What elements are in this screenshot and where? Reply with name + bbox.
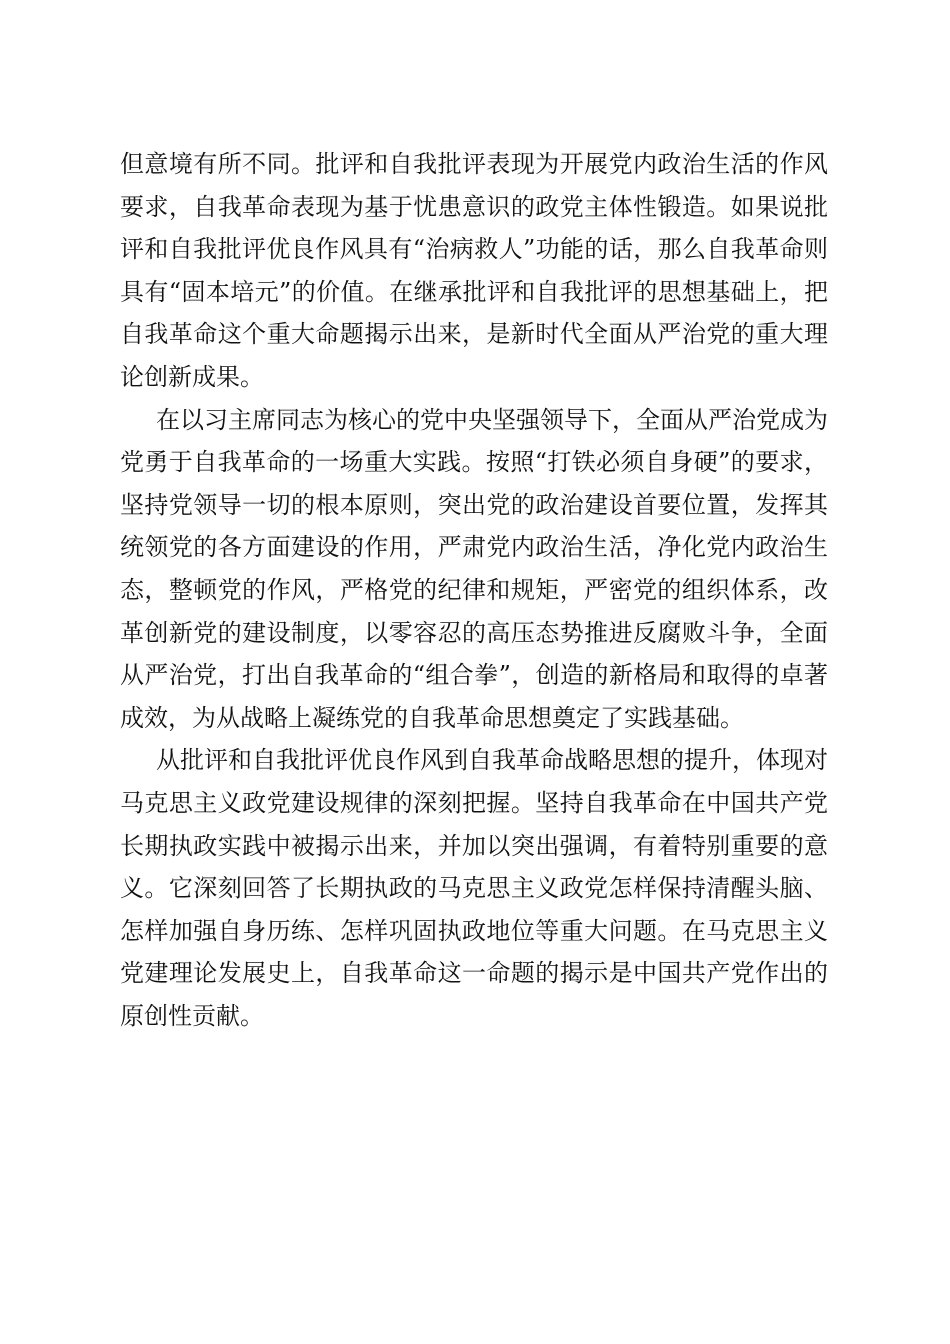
document-body: [120, 143, 828, 1037]
paragraph-3: 从批评和自我批评优良作风到自我革命战略思想的提升，体现对马克思主义政党建设规律的深刻把握。坚持自我革命在中国共产党长期执政实践中被揭示出来，并加以突出强调，有着特别重要的意义。它深刻回答了长期执政的马克思主义政党怎样保持清醒头脑、怎样加强自身历练、怎样巩固执政地位等重大问题。在马克思主义党建理论发展史上，自我革命这一命题的揭示是中国共产党作出的原创性贡献。: [120, 746, 828, 1030]
paragraph-2: 在以习主席同志为核心的党中央坚强领导下，全面从严治党成为党勇于自我革命的一场重大实践。按照“打铁必须自身硬”的要求，坚持党领导一切的根本原则，突出党的政治建设首要位置，发挥其统领党的各方面建设的作用，严肃党内政治生活，净化党内政治生态，整顿党的作风，严格党的纪律和规矩，严密党的组织体系，改革创新党的建设制度，以零容忍的高压态势推进反腐败斗争，全面从严治党，打出自我革命的“组合拳”，创造的新格局和取得的卓著成效，为从战略上凝练党的自我革命思想奠定了实践基础。: [120, 405, 828, 732]
paragraph-1: 但意境有所不同。批评和自我批评表现为开展党内政治生活的作风要求，自我革命表现为基于忧患意识的政党主体性锻造。如果说批评和自我批评优良作风具有“治病救人”功能的话，那么自我革命则具有“固本培元”的价值。在继承批评和自我批评的思想基础上，把自我革命这个重大命题揭示出来，是新时代全面从严治党的重大理论创新成果。: [120, 150, 828, 391]
